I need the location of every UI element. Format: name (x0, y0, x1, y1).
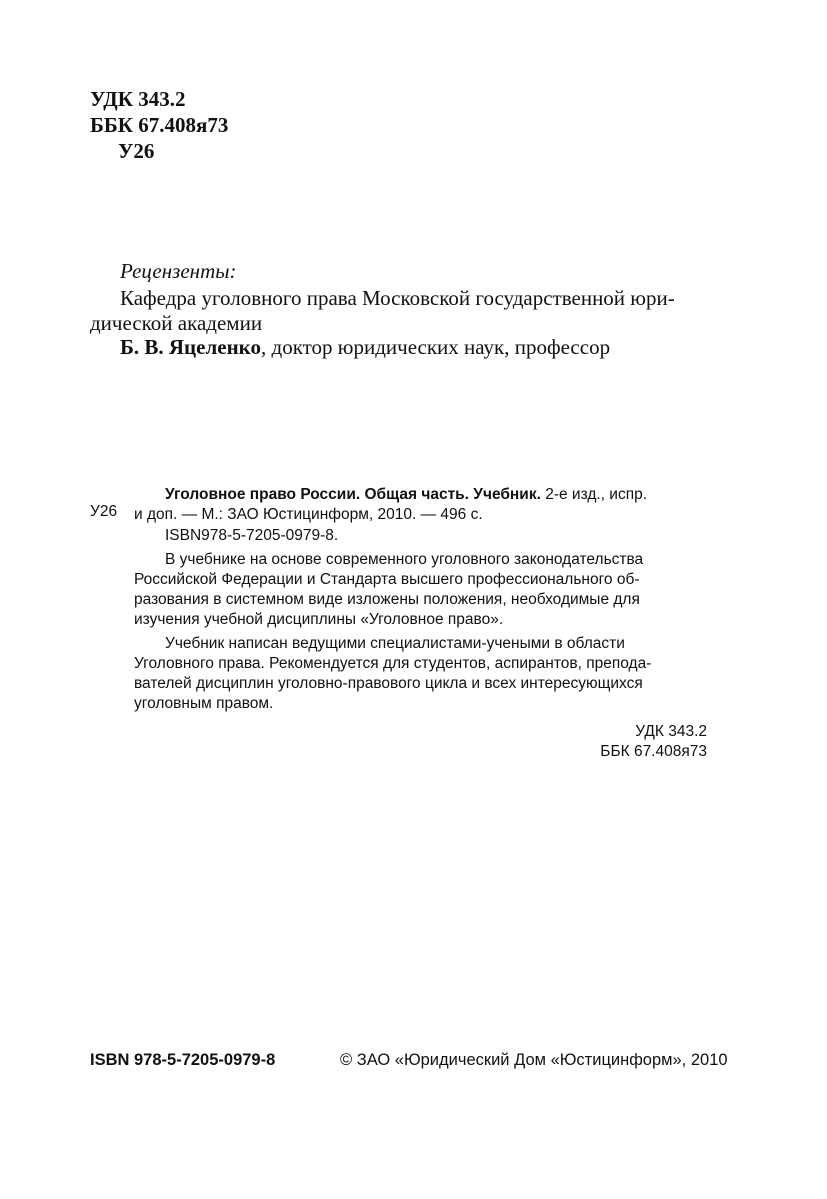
abstract-p2-line-1: Учебник написан ведущими специалистами-учеными в области (165, 635, 625, 652)
bbk-code: ББК 67.408я73 (90, 113, 229, 137)
reviewer-title: , доктор юридических наук, профессор (261, 335, 611, 359)
reviewer-person (120, 334, 610, 360)
biblio-bbk: ББК 67.408я73 (600, 743, 707, 760)
footer-copyright: © ЗАО «Юридический Дом «Юстицинформ», 2010 (340, 1051, 728, 1069)
biblio-edition: 2-е изд., испр. (540, 486, 648, 503)
reviewers-heading: Рецензенты: (120, 259, 237, 283)
reviewer-name: Б. В. Яцеленко (120, 335, 262, 359)
biblio-side-mark: У26 (90, 503, 118, 520)
footer-isbn: ISBN 978-5-7205-0979-8 (90, 1051, 276, 1069)
udk-code: УДК 343.2 (90, 87, 186, 111)
abstract-p2-line-4: уголовным правом. (134, 695, 274, 712)
biblio-title: Уголовное право России. Общая часть. Учебник. (165, 486, 541, 503)
abstract-p1-line-2: Российской Федерации и Стандарта высшего профессионального об- (134, 571, 640, 588)
abstract-p1-line-1: В учебнике на основе современного уголовного законодательства (165, 551, 644, 568)
abstract-p2-line-2: Уголовного права. Рекомендуется для студентов, аспирантов, препода- (134, 655, 652, 672)
abstract-p1-line-3: разования в системном виде изложены положения, необходимые для (134, 591, 640, 608)
abstract-p1-line-4: изучения учебной дисциплины «Уголовное право». (134, 611, 504, 628)
abstract-p2-line-3: вателей дисциплин уголовно-правового цикла и всех интересующихся (134, 675, 643, 692)
biblio-imprint: и доп. — М.: ЗАО Юстицинформ, 2010. — 496 с. (134, 506, 483, 523)
reviewers-line-1: Кафедра уголовного права Московской государственной юри- (120, 286, 675, 310)
reviewers-line-2: дической академии (90, 311, 263, 335)
biblio-isbn: ISBN978-5-7205-0979-8. (165, 527, 339, 544)
biblio-title-line (165, 485, 647, 505)
biblio-udk: УДК 343.2 (635, 723, 707, 740)
author-mark: У26 (118, 139, 155, 163)
